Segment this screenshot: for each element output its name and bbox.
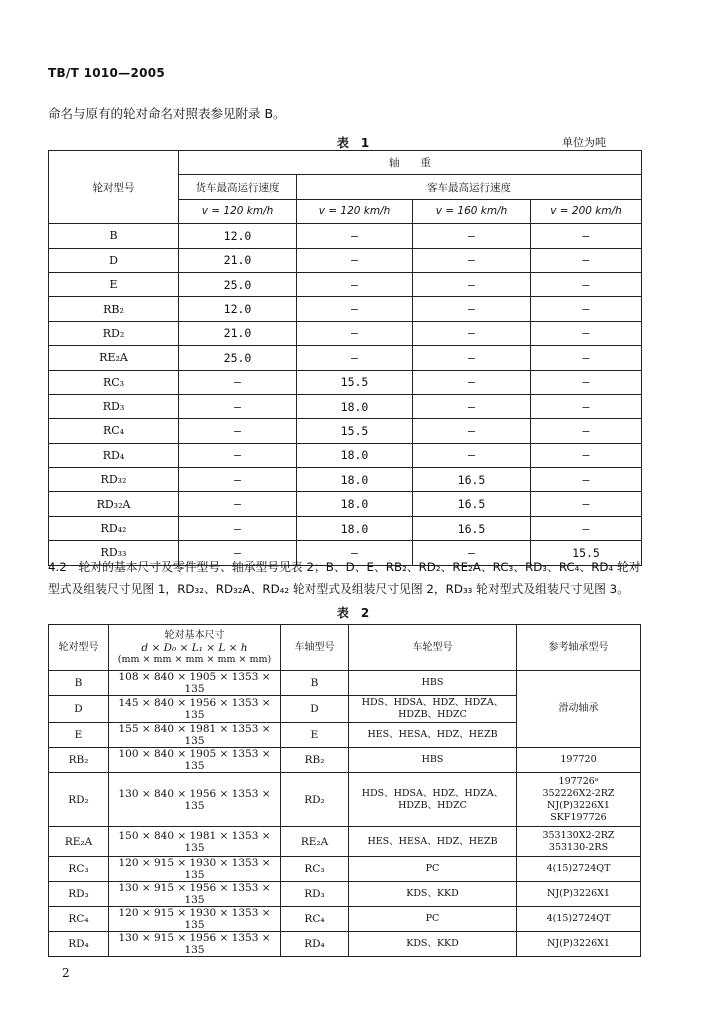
axle-load-cell: —	[413, 297, 531, 321]
axle-load-cell: —	[531, 419, 642, 443]
table-row	[49, 827, 641, 857]
axle-load-cell: —	[179, 443, 297, 467]
wheel-type-cell: KDS、KKD	[349, 882, 517, 907]
axle-type-cell: B	[281, 671, 349, 696]
axle-load-cell: —	[531, 443, 642, 467]
axle-load-cell: —	[297, 248, 413, 272]
speed-header: v = 120 km/h	[297, 199, 413, 223]
wheelset-type-cell: RD₃	[49, 394, 179, 418]
wheelset-type-cell: RD₄	[49, 932, 109, 957]
axle-type-cell: RD₄	[281, 932, 349, 957]
axle-load-cell: —	[531, 346, 642, 370]
wheel-type-cell: HDS、HDSA、HDZ、HDZA、HDZB、HDZC	[349, 696, 517, 723]
bearing-cell: 353130X2-2RZ 353130-2RS	[517, 827, 641, 857]
axle-load-cell: —	[179, 370, 297, 394]
axle-load-cell: 25.0	[179, 272, 297, 296]
table-row	[49, 321, 642, 345]
axle-type-cell: D	[281, 696, 349, 723]
axle-load-cell: —	[531, 492, 642, 516]
axle-load-cell: —	[413, 272, 531, 296]
intro-text: 命名与原有的轮对命名对照表参见附录 B。	[48, 106, 286, 121]
dimensions-cell: 130 × 915 × 1956 × 1353 × 135	[109, 932, 281, 957]
table-row	[49, 346, 642, 370]
wheel-type-cell: HBS	[349, 671, 517, 696]
axle-load-cell: —	[531, 370, 642, 394]
axle-load-cell: —	[531, 516, 642, 540]
axle-load-cell: —	[531, 272, 642, 296]
wheel-type-cell: HES、HESA、HDZ、HEZB	[349, 723, 517, 748]
wheelset-type-cell: RC₄	[49, 907, 109, 932]
bearing-cell: 197720	[517, 748, 641, 773]
dimensions-cell: 130 × 915 × 1956 × 1353 × 135	[109, 882, 281, 907]
table-row	[49, 516, 642, 540]
col-header-passenger: 客车最高运行速度	[297, 175, 642, 199]
wheel-type-cell: HES、HESA、HDZ、HEZB	[349, 827, 517, 857]
section-4-2-text: 4.2 轮对的基本尺寸及零件型号、轴承型号见表 2；B、D、E、RB₂、RD₂、RE₂A、RC₃、RD₃、RC₄、RD₄ 轮对型式及组装尺寸见图 1，RD₃₂、RD₃₂A、RD₄₂ 轮对型式及组装尺寸见图 2，RD₃₃ 轮对型式及组装尺寸见图 3。	[48, 560, 641, 596]
col-header-freight: 货车最高运行速度	[179, 175, 297, 199]
dimensions-cell: 155 × 840 × 1981 × 1353 × 135	[109, 723, 281, 748]
dimensions-cell: 150 × 840 × 1981 × 1353 × 135	[109, 827, 281, 857]
axle-load-cell: 12.0	[179, 297, 297, 321]
table-row	[49, 248, 642, 272]
axle-load-cell: 16.5	[413, 492, 531, 516]
axle-load-cell: —	[531, 248, 642, 272]
axle-load-cell: 16.5	[413, 516, 531, 540]
wheelset-type-cell: E	[49, 272, 179, 296]
axle-type-cell: RE₂A	[281, 827, 349, 857]
axle-load-cell: —	[297, 297, 413, 321]
axle-type-cell: RD₂	[281, 773, 349, 827]
table-row	[49, 492, 642, 516]
axle-load-cell: —	[413, 321, 531, 345]
axle-load-cell: —	[179, 516, 297, 540]
dimensions-cell: 145 × 840 × 1956 × 1353 × 135	[109, 696, 281, 723]
page-number: 2	[62, 966, 70, 980]
dims-header-line3: (mm × mm × mm × mm × mm)	[117, 653, 272, 665]
bearing-cell: 4(15)2724QT	[517, 857, 641, 882]
wheel-type-cell: PC	[349, 907, 517, 932]
standard-code: TB/T 1010—2005	[48, 66, 166, 80]
axle-load-cell: 18.0	[297, 492, 413, 516]
table-row	[49, 773, 641, 827]
wheelset-type-cell: D	[49, 696, 109, 723]
wheelset-type-cell: RD₄	[49, 443, 179, 467]
bearing-cell: NJ(P)3226X1	[517, 932, 641, 957]
axle-load-cell: 18.0	[297, 468, 413, 492]
wheelset-dimensions-table	[48, 624, 641, 957]
bearing-cell: 4(15)2724QT	[517, 907, 641, 932]
axle-load-cell: —	[413, 346, 531, 370]
axle-load-cell: —	[413, 443, 531, 467]
wheelset-type-cell: RD₃₃	[49, 541, 179, 565]
axle-load-cell: —	[413, 419, 531, 443]
wheelset-type-cell: RC₃	[49, 370, 179, 394]
wheel-type-cell: KDS、KKD	[349, 932, 517, 957]
table-row	[49, 468, 642, 492]
axle-type-cell: RB₂	[281, 748, 349, 773]
col-header-wheel: 车轮型号	[349, 625, 517, 671]
axle-load-cell: —	[531, 297, 642, 321]
wheelset-type-cell: B	[49, 671, 109, 696]
axle-load-cell: —	[413, 394, 531, 418]
axle-type-cell: RC₄	[281, 907, 349, 932]
axle-load-cell: 18.0	[297, 394, 413, 418]
axle-type-cell: RC₃	[281, 857, 349, 882]
wheelset-type-cell: RE₂A	[49, 827, 109, 857]
table-row	[49, 907, 641, 932]
axle-load-cell: —	[179, 394, 297, 418]
table2-caption: 表 2	[336, 606, 370, 620]
wheel-type-cell: HBS	[349, 748, 517, 773]
table-row	[49, 748, 641, 773]
axle-load-cell: —	[297, 541, 413, 565]
dims-header-line1: 轮对基本尺寸	[164, 629, 225, 641]
bearing-cell: 滑动轴承	[517, 671, 641, 748]
axle-load-cell: 16.5	[413, 468, 531, 492]
axle-load-rows	[49, 224, 642, 565]
axle-type-cell: RD₃	[281, 882, 349, 907]
table1-caption: 表 1	[336, 136, 370, 150]
axle-load-cell: —	[297, 346, 413, 370]
table-row	[49, 419, 642, 443]
dimensions-cell: 100 × 840 × 1905 × 1353 × 135	[109, 748, 281, 773]
axle-load-cell: 15.5	[297, 419, 413, 443]
table-row	[49, 932, 641, 957]
wheelset-type-cell: RD₄₂	[49, 516, 179, 540]
col-header-axle-load: 轴 重	[179, 151, 642, 175]
axle-load-cell: 18.0	[297, 443, 413, 467]
axle-load-cell: 15.5	[531, 541, 642, 565]
table-row	[49, 370, 642, 394]
axle-load-cell: 25.0	[179, 346, 297, 370]
axle-load-cell: —	[413, 248, 531, 272]
table-row	[49, 272, 642, 296]
dimensions-cell: 108 × 840 × 1905 × 1353 × 135	[109, 671, 281, 696]
axle-load-cell: —	[531, 468, 642, 492]
axle-type-cell: E	[281, 723, 349, 748]
bearing-cell: 197726ᵃ 352226X2-2RZ NJ(P)3226X1 SKF197726	[517, 773, 641, 827]
axle-load-cell: —	[531, 224, 642, 248]
axle-load-cell: —	[413, 370, 531, 394]
speed-header: v = 200 km/h	[531, 199, 642, 223]
wheelset-type-cell: D	[49, 248, 179, 272]
table-row	[49, 857, 641, 882]
col-header-axle: 车轴型号	[281, 625, 349, 671]
axle-load-cell: —	[179, 541, 297, 565]
axle-load-cell: —	[531, 394, 642, 418]
wheelset-type-cell: RB₂	[49, 297, 179, 321]
bearing-cell: NJ(P)3226X1	[517, 882, 641, 907]
table-row	[49, 443, 642, 467]
table1-unit: 单位为吨	[562, 136, 606, 149]
axle-load-cell: —	[297, 321, 413, 345]
axle-load-cell: —	[297, 224, 413, 248]
axle-load-table	[48, 150, 642, 566]
speed-header: v = 120 km/h	[179, 199, 297, 223]
axle-load-cell: —	[297, 272, 413, 296]
axle-load-cell: 21.0	[179, 321, 297, 345]
axle-load-cell: —	[179, 419, 297, 443]
col-header-bearing: 参考轴承型号	[517, 625, 641, 671]
table-row	[49, 882, 641, 907]
wheelset-type-cell: RD₂	[49, 321, 179, 345]
axle-load-cell: —	[531, 321, 642, 345]
axle-load-cell: 15.5	[297, 370, 413, 394]
table-row	[49, 224, 642, 248]
axle-load-cell: —	[179, 468, 297, 492]
table-row	[49, 394, 642, 418]
table-row	[49, 297, 642, 321]
dimensions-cell: 130 × 840 × 1956 × 1353 × 135	[109, 773, 281, 827]
wheelset-type-cell: RC₄	[49, 419, 179, 443]
wheel-type-cell: PC	[349, 857, 517, 882]
wheelset-type-cell: RD₃₂	[49, 468, 179, 492]
axle-load-cell: —	[179, 492, 297, 516]
wheelset-type-cell: RD₃₂A	[49, 492, 179, 516]
wheelset-type-cell: RC₃	[49, 857, 109, 882]
col-header-wheelset: 轮对型号	[49, 151, 179, 224]
dimensions-cell: 120 × 915 × 1930 × 1353 × 135	[109, 857, 281, 882]
dims-header-line2: d × D₀ × L₁ × L × h	[141, 641, 248, 654]
axle-load-cell: —	[413, 224, 531, 248]
dimensions-cell: 120 × 915 × 1930 × 1353 × 135	[109, 907, 281, 932]
axle-load-cell: —	[413, 541, 531, 565]
wheelset-type-cell: RD₃	[49, 882, 109, 907]
col-header-type: 轮对型号	[49, 625, 109, 671]
col-header-dims	[109, 625, 281, 671]
speed-header: v = 160 km/h	[413, 199, 531, 223]
wheel-type-cell: HDS、HDSA、HDZ、HDZA、HDZB、HDZC	[349, 773, 517, 827]
wheelset-type-cell: B	[49, 224, 179, 248]
wheelset-type-cell: RE₂A	[49, 346, 179, 370]
wheelset-type-cell: RB₂	[49, 748, 109, 773]
table-row	[49, 671, 641, 696]
dimension-rows	[49, 671, 641, 957]
wheelset-type-cell: RD₂	[49, 773, 109, 827]
axle-load-cell: 18.0	[297, 516, 413, 540]
axle-load-cell: 21.0	[179, 248, 297, 272]
axle-load-cell: 12.0	[179, 224, 297, 248]
wheelset-type-cell: E	[49, 723, 109, 748]
